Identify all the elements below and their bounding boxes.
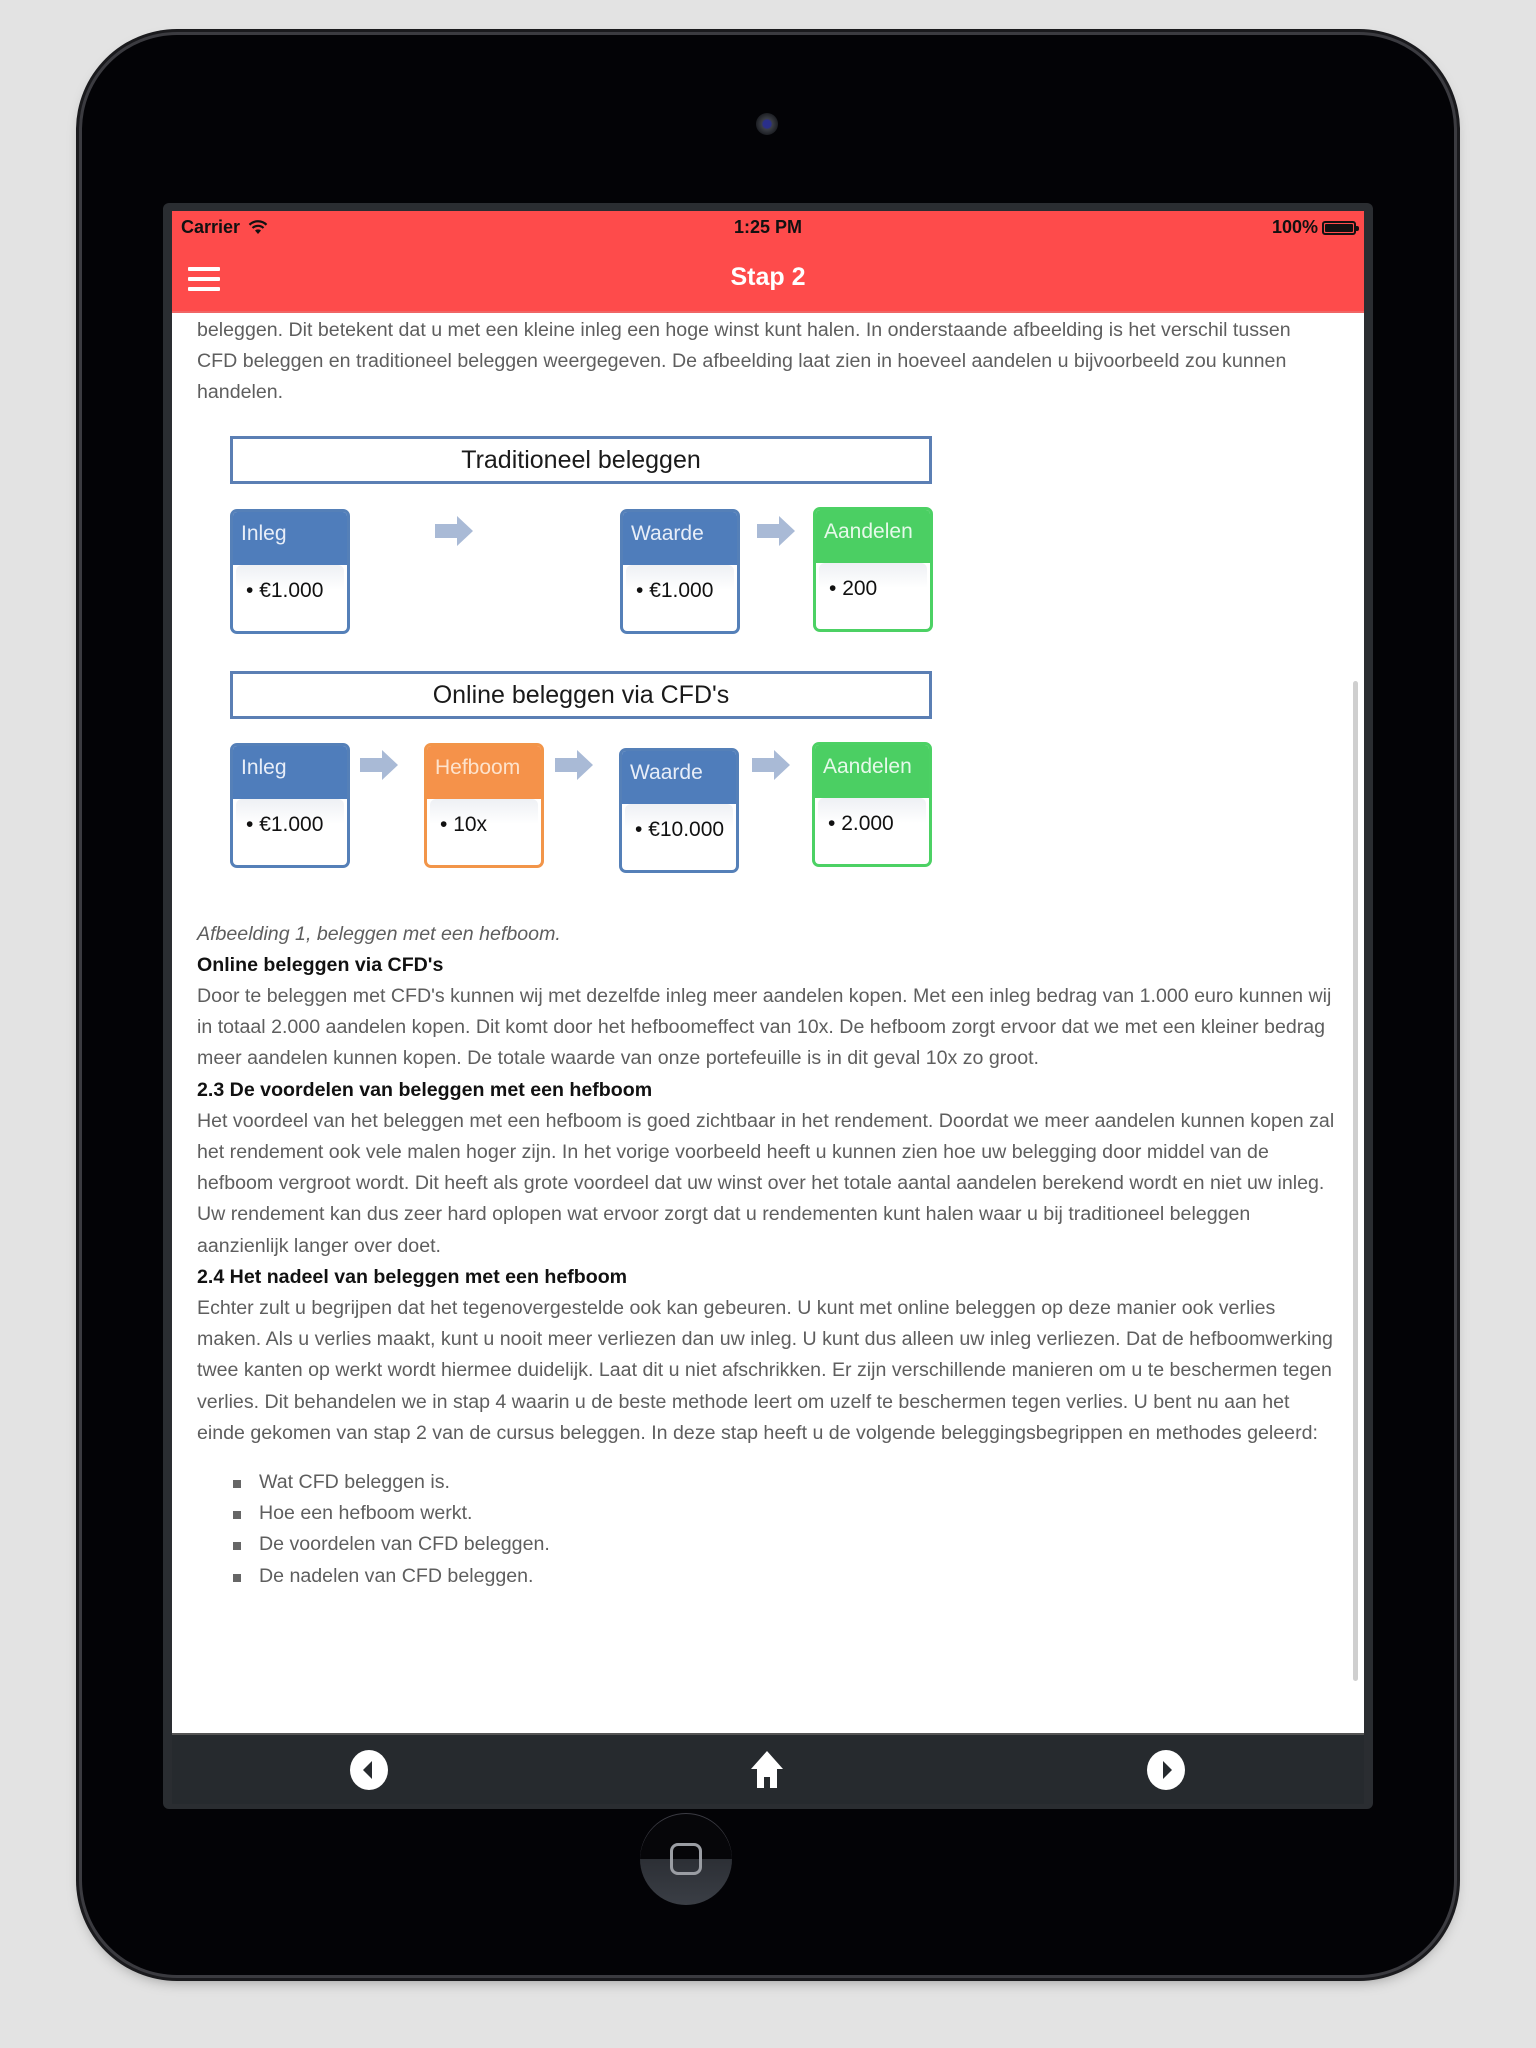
vertical-scrollbar[interactable]: [1353, 681, 1358, 1681]
carrier-label: Carrier: [181, 217, 241, 237]
arrow-right-icon: [360, 750, 398, 780]
box-value: 10x: [453, 812, 488, 836]
box-label: Aandelen: [815, 745, 929, 798]
cfd-waarde-box: Waarde • €10.000: [619, 748, 739, 873]
list-item: De voordelen van CFD beleggen.: [233, 1529, 1336, 1560]
cfd-inleg-box: Inleg • €1.000: [230, 743, 350, 868]
arrow-right-icon: [757, 516, 795, 546]
leverage-diagram: [197, 409, 1336, 919]
front-camera: [756, 113, 778, 135]
box-value: €1.000: [259, 812, 324, 836]
box-value: 200: [842, 576, 878, 600]
figure-caption: Afbeelding 1, beleggen met een hefboom.: [197, 922, 561, 945]
chevron-right-circle-icon: [1144, 1748, 1188, 1792]
home-square-icon: [670, 1843, 702, 1875]
arrow-right-icon: [752, 750, 790, 780]
box-label: Inleg: [233, 746, 347, 799]
section-body: Door te beleggen met CFD's kunnen wij met dezelfde inleg meer aandelen kopen. Met een inleg bedrag van 1.000 euro kunnen wij in totaal 2.000 aandelen kopen. Dit komt door het hefboomeffect van 10x. De hefboom zorgt ervoor dat we met een kleiner bedrag meer aandelen kunnen kopen. De totale waarde van onze portefeuille is in dit geval 10x zo groot.: [197, 985, 1332, 1070]
home-button[interactable]: [745, 1748, 789, 1792]
box-label: Hefboom: [427, 746, 541, 799]
arrow-right-icon: [435, 516, 473, 546]
box-value: €1.000: [259, 578, 324, 602]
box-value: €1.000: [649, 578, 714, 602]
list-item: Hoe een hefboom werkt.: [233, 1498, 1336, 1529]
box-label: Inleg: [233, 512, 347, 565]
section-heading: Online beleggen via CFD's: [197, 953, 444, 976]
status-time: 1:25 PM: [733, 217, 803, 237]
battery-icon: [1322, 221, 1356, 235]
box-value: 2.000: [841, 811, 894, 835]
section-heading: 2.3 De voordelen van beleggen met een hefboom: [197, 1078, 653, 1101]
traditional-waarde-box: Waarde • €1.000: [620, 509, 740, 634]
traditional-aandelen-box: Aandelen • 200: [813, 507, 933, 632]
box-label: Aandelen: [816, 510, 930, 563]
section-heading: 2.4 Het nadeel van beleggen met een hefboom: [197, 1265, 628, 1288]
battery-percentage: 100%: [1271, 217, 1318, 237]
previous-button[interactable]: [347, 1748, 391, 1792]
navigation-bar: [172, 243, 1364, 313]
cfd-aandelen-box: Aandelen • 2.000: [812, 742, 932, 867]
section-body: Echter zult u begrijpen dat het tegenovergestelde ook kan gebeuren. U kunt met online beleggen op deze manier ook verlies maken. Als u verlies maakt, kunt u nooit meer verliezen dan uw inleg. U kunt dus alleen uw inleg verliezen. Dat de hefboomwerking twee kanten op werkt wordt hiermee duidelijk. Laat dit u niet afschrikken. Er zijn verschillende manieren om u te beschermen tegen verlies. Dit behandelen we in stap 4 waarin u de beste methode leert om uzelf te beschermen tegen verlies. U bent nu aan het einde gekomen van stap 2 van de cursus beleggen. In deze stap heeft u de volgende beleggingsbegrippen en methodes geleerd:: [197, 1297, 1333, 1444]
home-icon: [745, 1748, 789, 1792]
app-screen: [172, 211, 1364, 1804]
cfd-title: Online beleggen via CFD's: [230, 671, 932, 719]
list-item: Wat CFD beleggen is.: [233, 1467, 1336, 1498]
hardware-home-button[interactable]: [640, 1813, 732, 1905]
section-body: Het voordeel van het beleggen met een hefboom is goed zichtbaar in het rendement. Doordat we meer aandelen kunnen kopen zal het rendement ook vele malen hoger zijn. In het vorige voorbeeld heeft u kunnen zien hoe uw belegging door middel van de hefboom vergroot wordt. Dit heeft als grote voordeel dat uw winst over het totale aantal aandelen berekend wordt en niet uw inleg. Uw rendement kan dus zeer hard oplopen wat ervoor zorgt dat u rendementen kunt halen waar u bij traditioneel beleggen aanzienlijk langer over doet.: [197, 1109, 1335, 1257]
list-item: De nadelen van CFD beleggen.: [233, 1561, 1336, 1592]
learned-list: [197, 1467, 1336, 1592]
box-value: €10.000: [648, 817, 725, 841]
intro-paragraph: beleggen. Dit betekent dat u met een kleine inleg een hoge winst kunt halen. In onderstaande afbeelding is het verschil tussen CFD beleggen en traditioneel beleggen weergegeven. De afbeelding laat zien in hoeveel aandelen u bijvoorbeeld zou kunnen handelen.: [197, 319, 1291, 404]
next-button[interactable]: [1144, 1748, 1188, 1792]
box-label: Waarde: [623, 512, 737, 565]
battery-indicator: [1272, 217, 1356, 238]
arrow-right-icon: [555, 750, 593, 780]
traditional-title: Traditioneel beleggen: [230, 436, 932, 484]
lesson-content: [172, 315, 1364, 1735]
chevron-left-circle-icon: [347, 1748, 391, 1792]
page-title: Stap 2: [730, 263, 806, 291]
traditional-inleg-box: Inleg • €1.000: [230, 509, 350, 634]
cfd-hefboom-box: Hefboom • 10x: [424, 743, 544, 868]
bottom-tab-bar: [172, 1733, 1364, 1804]
box-label: Waarde: [622, 751, 736, 804]
status-bar: [172, 211, 1364, 243]
